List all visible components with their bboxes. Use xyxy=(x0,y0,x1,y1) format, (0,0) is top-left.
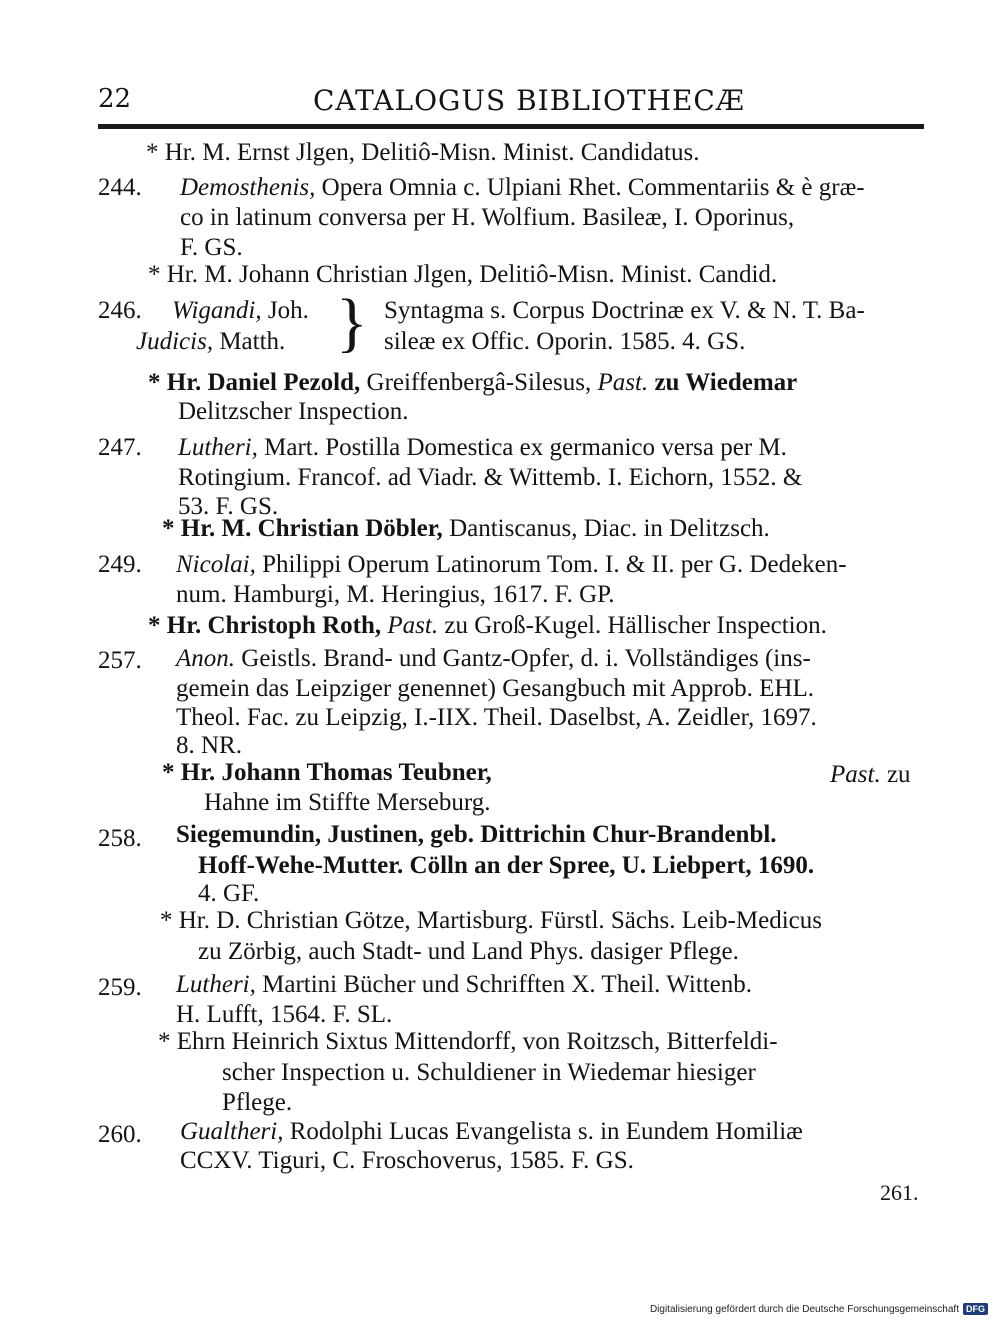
catalog-entry-line: zu Zörbig, auch Stadt- und Land Phys. dasiger Pflege. xyxy=(198,938,739,965)
page-number: 22 xyxy=(98,84,132,114)
catalog-entry-line: 53. F. GS. xyxy=(178,493,279,520)
author-name: Wigandi, xyxy=(172,297,262,324)
entry-number: 247. xyxy=(98,434,142,461)
entry-text: zu Groß-Kugel. Hällischer Inspection. xyxy=(438,612,827,639)
catalog-entry-line: sileæ ex Offic. Oporin. 1585. 4. GS. xyxy=(384,328,746,355)
footer-text: Digitalisierung gefördert durch die Deutsche Forschungsgemeinschaft xyxy=(649,1303,959,1315)
owner-name: * Hr. Daniel Pezold, xyxy=(148,369,361,396)
catalog-entry-line: Rotingium. Francof. ad Viadr. & Wittemb. I. Eichorn, 1552. & xyxy=(178,464,803,491)
author-name: Lutheri, xyxy=(178,434,258,461)
owner-note: * Hr. M. Johann Christian Jlgen, Delitiô-Misn. Minist. Candid. xyxy=(148,261,778,288)
digitization-footer xyxy=(650,1303,988,1315)
catalog-entry-line xyxy=(180,1117,803,1147)
catalog-entry-line xyxy=(136,327,285,357)
author-name: Judicis, xyxy=(136,328,214,355)
entry-text: Geistls. Brand- und Gantz-Opfer, d. i. Vollständiges (ins- xyxy=(235,645,811,672)
entry-number: 260. xyxy=(98,1121,142,1148)
entry-text: zu Wiedemar xyxy=(648,369,798,396)
owner-note xyxy=(830,760,911,790)
catalog-entry-line: co in latinum conversa per H. Wolfium. Basileæ, I. Oporinus, xyxy=(180,204,795,231)
catalog-entry-line: Syntagma s. Corpus Doctrinæ ex V. & N. T. Ba- xyxy=(384,297,865,324)
catalog-entry-line: Hahne im Stiffte Merseburg. xyxy=(204,789,491,816)
owner-name: * Hr. Johann Thomas Teubner, xyxy=(162,759,492,786)
entry-text: Martini Bücher und Schrifften X. Theil. Wittenb. xyxy=(255,971,753,998)
grouping-brace: } xyxy=(336,286,368,359)
catalog-entry-line: Delitzscher Inspection. xyxy=(178,398,409,425)
dfg-logo-icon: DFG xyxy=(963,1303,988,1315)
catalog-entry-line xyxy=(176,970,752,1000)
entry-number: 249. xyxy=(98,551,142,578)
entry-text: Opera Omnia c. Ulpiani Rhet. Commentariis & è græ- xyxy=(315,174,865,201)
owner-note: * Ehrn Heinrich Sixtus Mittendorff, von Roitzsch, Bitterfeldi- xyxy=(158,1028,778,1055)
catalog-entry-line: CCXV. Tiguri, C. Froschoverus, 1585. F. GS. xyxy=(180,1147,634,1174)
entry-text: Philippi Operum Latinorum Tom. I. & II. per G. Dedeken- xyxy=(255,551,847,578)
owner-note xyxy=(148,368,797,398)
author-name: Lutheri, xyxy=(176,971,256,998)
owner-name: * Hr. Christoph Roth, xyxy=(148,612,382,639)
page-header xyxy=(98,84,928,124)
catalog-entry-line: gemein das Leipziger genennet) Gesangbuch mit Approb. EHL. xyxy=(176,675,815,702)
entry-text: zu xyxy=(880,761,911,788)
author-name: Gualtheri, xyxy=(180,1118,284,1145)
catalog-entry-line xyxy=(176,644,811,674)
header-rule xyxy=(98,124,924,129)
catalog-entry-line: Pflege. xyxy=(222,1089,293,1116)
catalog-entry-line: Theol. Fac. zu Leipzig, I.-IIX. Theil. Daselbst, A. Zeidler, 1697. xyxy=(176,704,817,731)
running-title: CATALOGUS BIBLIOTHECÆ xyxy=(313,84,745,117)
catchword: 261. xyxy=(880,1180,919,1205)
entry-text: Past. xyxy=(597,369,649,396)
author-name: Nicolai, xyxy=(176,551,256,578)
catalog-entry-line: H. Lufft, 1564. F. SL. xyxy=(176,1001,393,1028)
entry-number: 258. xyxy=(98,825,142,852)
entry-text: Dantiscanus, Diac. in Delitzsch. xyxy=(442,515,770,542)
catalog-entry-line: F. GS. xyxy=(180,234,243,261)
entry-text: Joh. xyxy=(267,297,309,324)
entry-text: Mart. Postilla Domestica ex germanico versa per M. xyxy=(257,434,787,461)
catalog-entry-line xyxy=(178,433,787,463)
author-name: Anon. xyxy=(176,645,236,672)
entry-number: 259. xyxy=(98,974,142,1001)
entry-text: Matth. xyxy=(213,328,286,355)
catalog-entry-line: Hoff-Wehe-Mutter. Cölln an der Spree, U. Liebpert, 1690. xyxy=(198,852,815,879)
entry-text: Rodolphi Lucas Evangelista s. in Eundem Homiliæ xyxy=(283,1118,803,1145)
owner-note: * Hr. D. Christian Götze, Martisburg. Fürstl. Sächs. Leib-Medicus xyxy=(160,907,822,934)
owner-note xyxy=(162,514,770,544)
entry-text: Greiffenbergâ-Silesus, xyxy=(360,369,598,396)
catalog-entry-line: 8. NR. xyxy=(176,732,242,759)
entry-text: Past. xyxy=(830,761,881,788)
catalog-entry-line xyxy=(180,173,865,203)
entry-number: 257. xyxy=(98,647,142,674)
catalog-entry-line xyxy=(176,550,847,580)
catalog-entry-line: Siegemundin, Justinen, geb. Dittrichin Chur-Brandenbl. xyxy=(176,821,777,848)
owner-name: * Hr. M. Christian Döbler, xyxy=(162,515,443,542)
author-name: Demosthenis, xyxy=(180,174,316,201)
catalog-entry-line: scher Inspection u. Schuldiener in Wiedemar hiesiger xyxy=(222,1059,756,1086)
catalog-entry-line: 4. GF. xyxy=(198,880,260,907)
catalog-entry-line: num. Hamburgi, M. Heringius, 1617. F. GP. xyxy=(176,581,615,608)
owner-note xyxy=(148,611,827,641)
entry-number: 246. xyxy=(98,297,142,324)
catalog-entry-line xyxy=(172,296,309,326)
owner-note: * Hr. M. Ernst Jlgen, Delitiô-Misn. Minist. Candidatus. xyxy=(146,139,700,166)
owner-note xyxy=(162,758,492,788)
entry-number: 244. xyxy=(98,174,142,201)
entry-text: Past. xyxy=(381,612,439,639)
